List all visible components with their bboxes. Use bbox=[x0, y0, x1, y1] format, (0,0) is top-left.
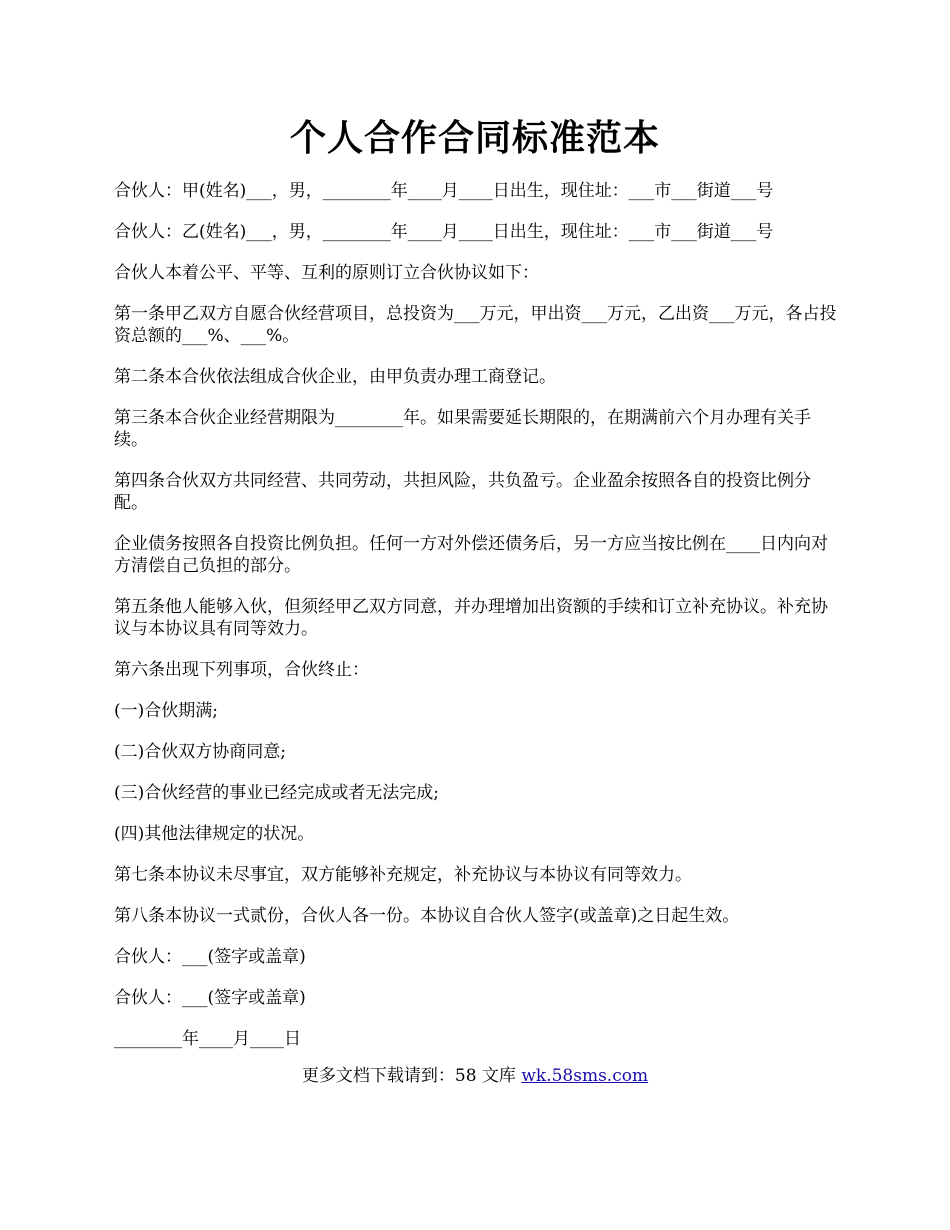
article-6-item-1: (一)合伙期满; bbox=[114, 701, 218, 721]
article-7: 第七条本协议未尽事宜，双方能够补充规定，补充协议与本协议有同等效力。 bbox=[114, 865, 692, 885]
article-6-item-3: (三)合伙经营的事业已经完成或者无法完成; bbox=[114, 783, 439, 803]
article-4: 第四条合伙双方共同经营、共同劳动，共担风险，共负盈亏。企业盈余按照各自的投资比例分配。 bbox=[114, 471, 811, 513]
document-body bbox=[114, 180, 840, 1069]
article-2: 第二条本合伙依法组成合伙企业，由甲负责办理工商登记。 bbox=[114, 367, 556, 387]
article-6-item-4: (四)其他法律规定的状况。 bbox=[114, 824, 315, 844]
partner-b-info: 合伙人：乙(姓名)___，男，________年____月____日出生，现住址：___市___街道___号 bbox=[114, 222, 774, 242]
partner-a-info: 合伙人：甲(姓名)___，男，________年____月____日出生，现住址：___市___街道___号 bbox=[114, 181, 774, 201]
article-3: 第三条本合伙企业经营期限为________年。如果需要延长期限的，在期满前六个月办理有关手续。 bbox=[114, 408, 811, 450]
article-5: 第五条他人能够入伙，但须经甲乙双方同意，并办理增加出资额的手续和订立补充协议。补充协议与本协议具有同等效力。 bbox=[114, 597, 828, 639]
signature-partner-a: 合伙人：___(签字或盖章) bbox=[114, 947, 306, 967]
article-1: 第一条甲乙双方自愿合伙经营项目，总投资为___万元，甲出资___万元，乙出资___万元，各占投资总额的___%、___%。 bbox=[114, 304, 837, 346]
footer-text: 更多文档下载请到：58 文库 bbox=[301, 1066, 522, 1086]
preamble: 合伙人本着公平、平等、互利的原则订立合伙协议如下： bbox=[114, 263, 539, 283]
signature-partner-b: 合伙人：___(签字或盖章) bbox=[114, 988, 306, 1008]
article-6-item-2: (二)合伙双方协商同意; bbox=[114, 742, 286, 762]
article-6: 第六条出现下列事项，合伙终止： bbox=[114, 660, 369, 680]
article-8: 第八条本协议一式贰份，合伙人各一份。本协议自合伙人签字(或盖章)之日起生效。 bbox=[114, 906, 740, 926]
footer-link[interactable]: wk.58sms.com bbox=[521, 1066, 649, 1086]
footer bbox=[0, 1065, 950, 1087]
article-4-debt: 企业债务按照各自投资比例负担。任何一方对外偿还债务后，另一方应当按比例在____日内向对方清偿自己负担的部分。 bbox=[114, 534, 828, 576]
signature-date: ________年____月____日 bbox=[114, 1029, 301, 1049]
document-title: 个人合作合同标准范本 bbox=[289, 117, 660, 159]
